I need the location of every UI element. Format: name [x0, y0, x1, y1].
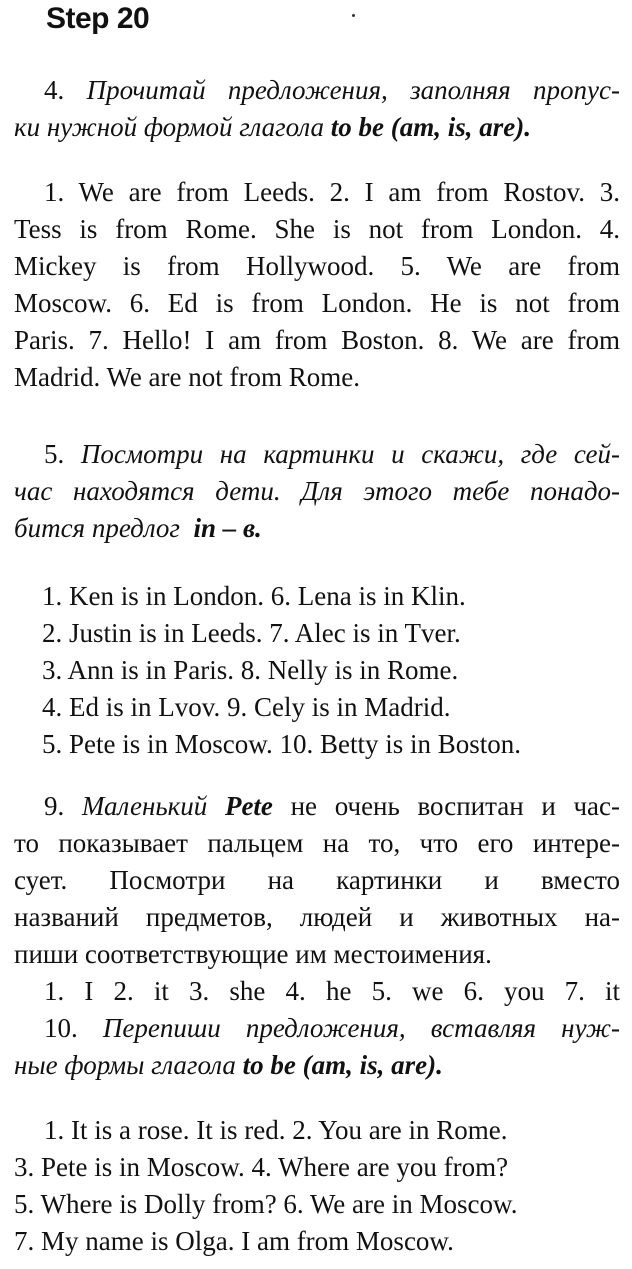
- task5-preposition-hint: in – в.: [193, 513, 262, 543]
- task10-answers: [14, 1112, 620, 1260]
- task10-number: 10.: [44, 1013, 78, 1043]
- task10-instruction-line-1: [14, 1010, 620, 1047]
- task9-instruction-line: пиши соответствующие им местоимения.: [14, 939, 492, 969]
- task4-instruction: [14, 72, 620, 146]
- task4-answer-line: Mickey is from Hollywood. 5. We are from: [14, 251, 620, 281]
- task10-instruction-text-1: Перепиши предложения, вставляя нуж-: [102, 1013, 620, 1043]
- task4-instruction-line-2: [14, 109, 620, 146]
- task5-instruction-line-2: час находятся дети. Для этого тебе понадо-: [14, 476, 620, 506]
- task5-instruction-line-3: [14, 510, 620, 547]
- task10-answer-line: 1. It is a rose. It is red. 2. You are in Rome.: [44, 1115, 508, 1145]
- task9-instruction-line: то показывает пальцем на то, что его интере-: [14, 828, 620, 858]
- task5-answer-line: 5. Pete is in Moscow. 10. Betty is in Boston.: [42, 729, 522, 759]
- task9-instruction-line: названий предметов, людей и животных на-: [14, 902, 620, 932]
- task4-instruction-text-1: Прочитай предложения, заполняя пропус-: [86, 75, 620, 105]
- task5-instruction-text-3: бится предлог: [14, 513, 194, 543]
- task5-answer-line: 3. Ann is in Paris. 8. Nelly is in Rome.: [42, 655, 459, 685]
- task9-instruction-text-1: Маленький: [81, 791, 225, 821]
- task4-instruction-line-1: [14, 72, 620, 109]
- task9-instruction-line: сует. Посмотри на картинки и вместо: [14, 865, 620, 895]
- task10-answer-line: 5. Where is Dolly from? 6. We are in Moscow.: [14, 1189, 518, 1219]
- task9-answer-line: 1. I 2. it 3. she 4. he 5. we 6. you 7. it: [44, 976, 620, 1006]
- task10-answer-line: 7. My name is Olga. I am from Moscow.: [14, 1226, 454, 1256]
- task5-answer-line: 2. Justin is in Leeds. 7. Alec is in Tver.: [42, 618, 461, 648]
- task10-instruction-line-2: [14, 1047, 620, 1084]
- task4-answer-line: 1. We are from Leeds. 2. I am from Rostov. 3.: [44, 177, 620, 207]
- task9-instruction: [14, 788, 620, 1010]
- task9-number: 9.: [44, 791, 65, 821]
- task4-answer-line: Paris. 7. Hello! I am from Boston. 8. We are from: [14, 325, 620, 355]
- task9-instruction-text-1b: не очень воспитан и час-: [272, 791, 620, 821]
- task10-instruction-text-2: ные формы глагола: [14, 1050, 243, 1080]
- task10-verb-hint: to be (am, is, are).: [242, 1050, 443, 1080]
- task4-answer-line: Madrid. We are not from Rome.: [14, 362, 360, 392]
- task4-number: 4.: [44, 75, 65, 105]
- print-speck: [352, 14, 355, 17]
- task9-name-pete: Pete: [224, 791, 273, 821]
- task10-answer-line: 3. Pete is in Moscow. 4. Where are you from?: [14, 1152, 509, 1182]
- task4-answer-line: Tess is from Rome. She is not from London. 4.: [14, 214, 620, 244]
- task10-instruction: [14, 1010, 620, 1084]
- task5-instruction-line-1: [14, 436, 620, 473]
- task5-answer-line: 4. Ed is in Lvov. 9. Cely is in Madrid.: [42, 692, 451, 722]
- task5-instruction: [14, 436, 620, 547]
- task5-number: 5.: [44, 439, 65, 469]
- task4-verb-hint: to be (am, is, are).: [330, 112, 532, 142]
- task9-instruction-line-1: [14, 788, 620, 825]
- task4-instruction-text-2: ки нужной формой глагола: [14, 112, 331, 142]
- task5-instruction-text-1: Посмотри на картинки и скажи, где сей-: [80, 439, 620, 469]
- task5-answers: [14, 578, 620, 763]
- page-title: Step 20: [46, 2, 150, 35]
- task5-answer-line: 1. Ken is in London. 6. Lena is in Klin.: [42, 581, 466, 611]
- task4-answer-line: Moscow. 6. Ed is from London. He is not from: [14, 288, 620, 318]
- task4-answers: [14, 174, 620, 396]
